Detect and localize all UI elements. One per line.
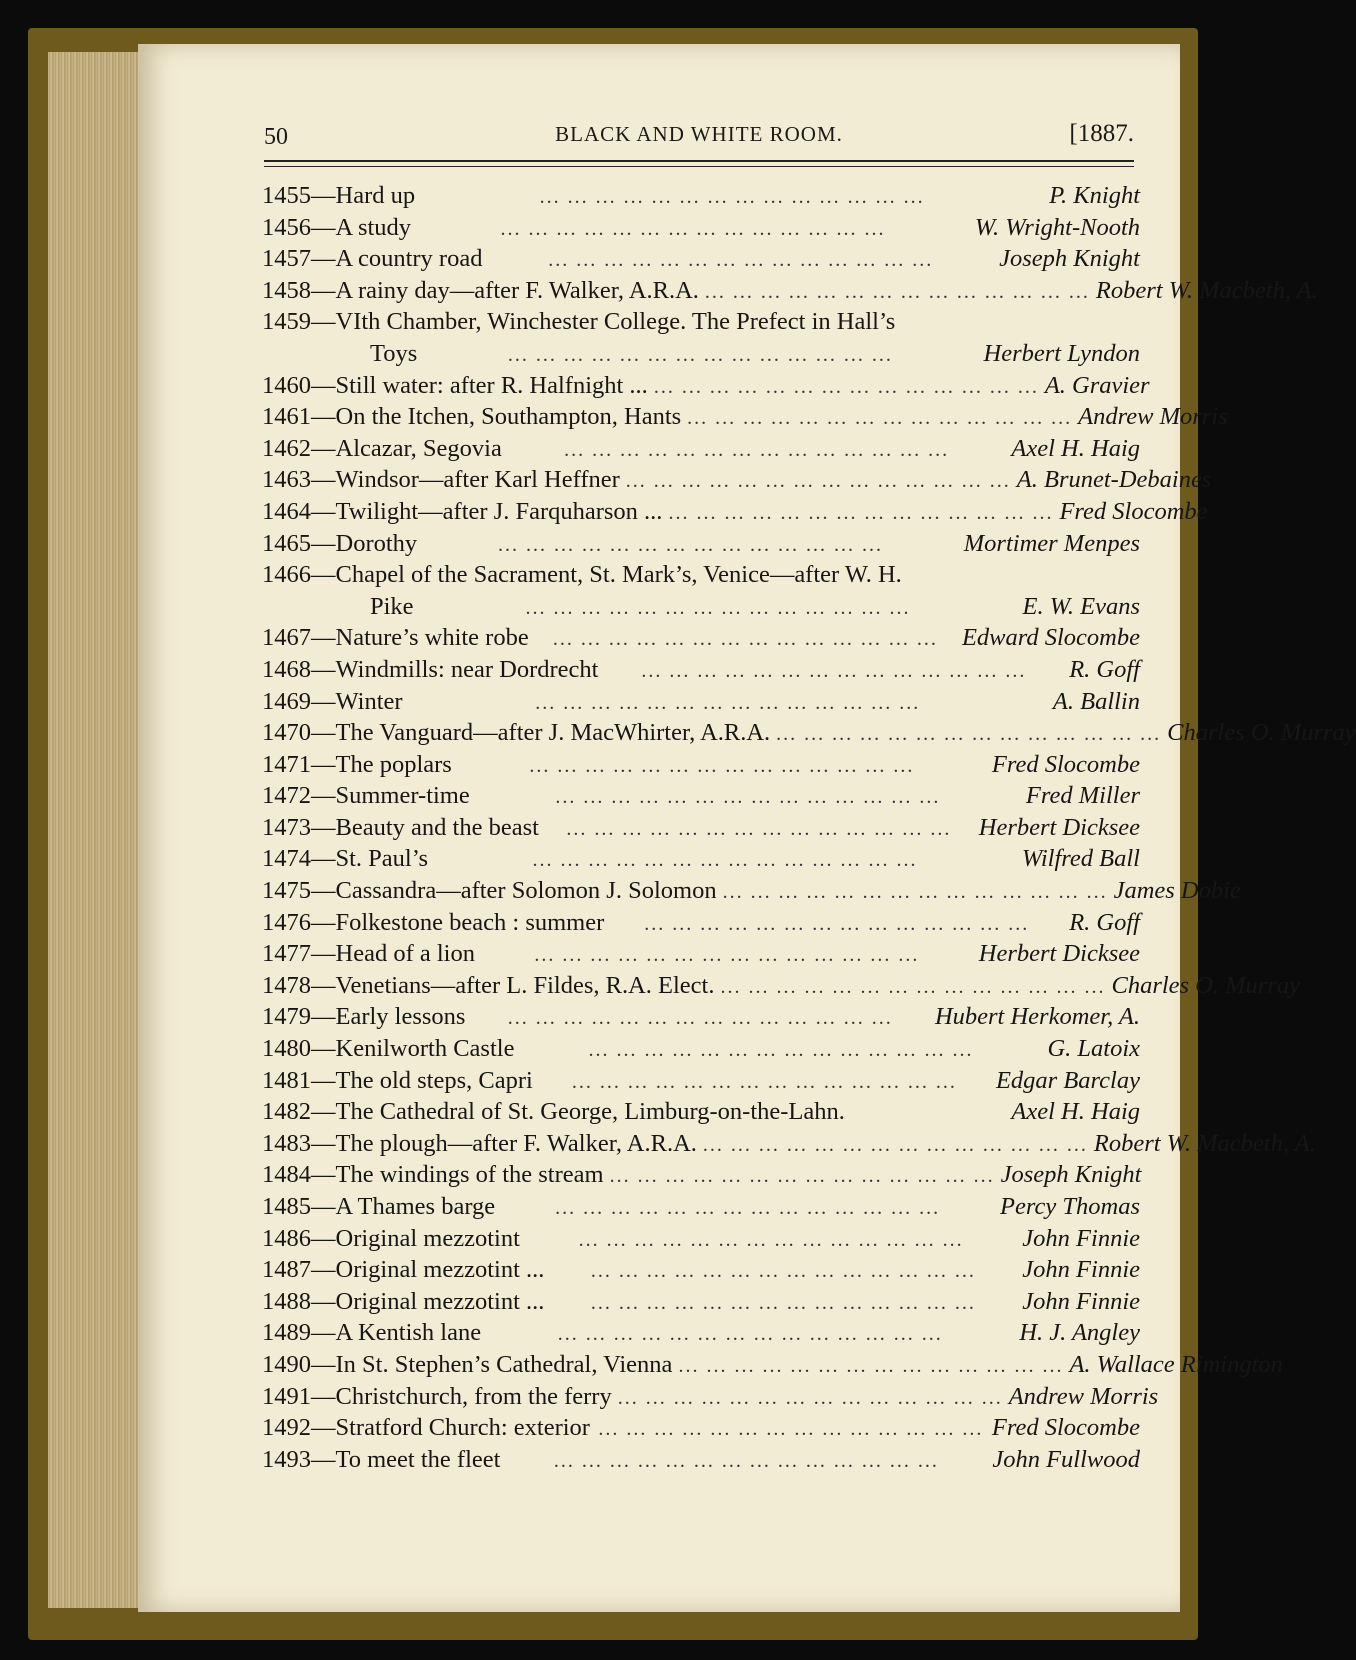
entry-artist: Wilfred Ball [1021, 845, 1140, 873]
dot-leader: ... ... ... ... ... ... ... ... ... ... ... ... ... ... [609, 1165, 995, 1188]
entry-artist: Fred Slocombe [991, 750, 1140, 778]
entry-title: 1481—The old steps, Capri [262, 1066, 533, 1094]
dot-leader: ... ... ... ... ... ... ... ... ... ... ... ... ... ... [553, 1449, 939, 1472]
dot-leader: ... ... ... ... ... ... ... ... ... ... ... ... ... ... [539, 186, 925, 208]
catalogue-entry [262, 497, 1208, 530]
entry-title: Pike [370, 592, 414, 620]
dot-leader: ... ... ... ... ... ... ... ... ... ... ... ... ... ... [598, 1418, 984, 1441]
dot-leader: ... ... ... ... ... ... ... ... ... ... ... ... ... ... [722, 881, 1108, 904]
catalogue-entry [262, 1035, 1140, 1067]
entry-title: 1491—Christchurch, from the ferry [262, 1382, 612, 1410]
entry-artist: R. Goff [1069, 655, 1140, 683]
entry-artist: Percy Thomas [1000, 1193, 1140, 1220]
dot-leader: ... ... ... ... ... ... ... ... ... ... ... ... ... ... [557, 1323, 943, 1346]
dot-leader: ... ... ... ... ... ... ... ... ... ... ... ... ... ... [678, 1354, 1064, 1377]
page-number: 50 [264, 124, 288, 150]
catalogue-entry [262, 1382, 1159, 1415]
entry-artist: Robert W. Macbeth, A. [1095, 276, 1318, 304]
catalogue-entry [262, 245, 1140, 277]
entry-title: 1463—Windsor—after Karl Heffner [262, 466, 620, 494]
entry-artist: Hubert Herkomer, A. [934, 1003, 1140, 1031]
dot-leader: ... ... ... ... ... ... ... ... ... ... ... ... ... ... [500, 217, 886, 240]
dot-leader: ... ... ... ... ... ... ... ... ... ... ... ... ... ... [625, 470, 1011, 493]
entry-artist: E. W. Evans [1022, 592, 1140, 620]
catalogue-entry [262, 1350, 1283, 1383]
dot-leader: ... ... ... ... ... ... ... ... ... ... ... ... ... ... [566, 817, 952, 840]
entry-title: 1470—The Vanguard—after J. MacWhirter, A.R.A. [262, 719, 771, 747]
dot-leader: ... ... ... ... ... ... ... ... ... ... ... ... ... ... [653, 375, 1039, 398]
catalogue-entry [262, 276, 1318, 309]
entry-artist: Axel H. Haig [1011, 434, 1140, 462]
catalogue-entry [262, 909, 1140, 941]
entry-title: 1480—Kenilworth Castle [262, 1035, 515, 1063]
catalogue-entry [262, 1319, 1140, 1351]
catalogue-entry [262, 1225, 1140, 1257]
entry-artist: John Finnie [1022, 1224, 1140, 1252]
entry-title: 1486—Original mezzotint [262, 1224, 520, 1252]
entry-title: 1471—The poplars [262, 750, 452, 778]
entry-title: 1474—St. Paul’s [262, 845, 429, 873]
header-rule [264, 160, 1134, 162]
running-header [264, 118, 1134, 158]
entry-title: 1461—On the Itchen, Southampton, Hants [262, 403, 682, 431]
dot-leader: ... ... ... ... ... ... ... ... ... ... ... ... ... ... [588, 1039, 974, 1062]
entry-artist: R. Goff [1069, 908, 1140, 936]
catalogue-entry [262, 308, 1140, 340]
entry-title: 1475—Cassandra—after Solomon J. Solomon [262, 877, 717, 905]
dot-leader: ... ... ... ... ... ... ... ... ... ... ... ... ... ... [555, 1197, 941, 1219]
catalogue-entry [262, 530, 1140, 562]
entry-artist: Charles O. Murray [1111, 971, 1300, 999]
entry-artist: Robert W. Macbeth, A. [1093, 1129, 1316, 1157]
entry-artist: Mortimer Menpes [963, 529, 1140, 557]
entry-artist: John Fullwood [992, 1445, 1140, 1473]
catalogue-entry [262, 1193, 1140, 1225]
dot-leader: ... ... ... ... ... ... ... ... ... ... ... ... ... ... [590, 1291, 976, 1314]
dot-leader: ... ... ... ... ... ... ... ... ... ... ... ... ... ... [644, 912, 1030, 935]
entry-title: 1476—Folkestone beach : summer [262, 908, 605, 936]
catalogue-entry [262, 182, 1140, 214]
entry-artist: Fred Miller [1025, 782, 1140, 810]
entry-artist: Joseph Knight [999, 245, 1140, 273]
entry-artist: Axel H. Haig [1011, 1098, 1140, 1126]
catalogue-entry [262, 1129, 1316, 1162]
entry-title: 1467—Nature’s white robe [262, 624, 529, 652]
entry-title: 1466—Chapel of the Sacrament, St. Mark’s, Venice—after W. H. [262, 561, 902, 589]
entry-artist: Edward Slocombe [961, 624, 1140, 652]
dot-leader: ... ... ... ... ... ... ... ... ... ... ... ... ... ... [571, 1070, 957, 1093]
entry-artist: Andrew Morris [1008, 1382, 1159, 1410]
entry-artist: Andrew Morris [1078, 403, 1228, 431]
catalogue-entry [262, 1161, 1140, 1193]
catalogue-entry [262, 1414, 1140, 1446]
catalogue-entry-continued [262, 340, 1140, 372]
entry-title: 1458—A rainy day—after F. Walker, A.R.A. [262, 276, 699, 304]
dot-leader: ... ... ... ... ... ... ... ... ... ... ... ... ... ... [720, 975, 1106, 998]
dot-leader: ... ... ... ... ... ... ... ... ... ... ... ... ... ... [668, 501, 1054, 524]
catalogue-entry [262, 371, 1150, 404]
dot-leader: ... ... ... ... ... ... ... ... ... ... ... ... ... ... [687, 407, 1073, 430]
dot-leader: ... ... ... ... ... ... ... ... ... ... ... ... ... ... [578, 1228, 964, 1251]
entry-artist: Charles O. Murray [1167, 719, 1356, 747]
entry-artist: Edgar Barclay [995, 1066, 1140, 1094]
catalogue-entry [262, 814, 1140, 846]
catalogue-entry [262, 751, 1140, 783]
entry-artist: A. Gravier [1044, 371, 1150, 399]
entry-artist: John Finnie [1022, 1287, 1140, 1315]
catalogue-entry [262, 466, 1212, 498]
entry-title: 1462—Alcazar, Segovia [262, 434, 502, 462]
dot-leader: ... ... ... ... ... ... ... ... ... ... ... ... ... ... [641, 659, 1027, 682]
entry-title: 1490—In St. Stephen’s Cathedral, Vienna [262, 1350, 673, 1378]
catalogue-entry [262, 561, 1140, 593]
entry-title: 1478—Venetians—after L. Fildes, R.A. Elect. [262, 971, 715, 999]
entry-title: 1460—Still water: after R. Halfnight ... [262, 371, 648, 399]
entry-artist: Fred Slocombe [1059, 497, 1208, 525]
catalogue-entry [262, 1288, 1140, 1320]
entry-title: 1489—A Kentish lane [262, 1319, 482, 1347]
entry-artist: Joseph Knight [1000, 1161, 1142, 1189]
entry-artist: W. Wright-Nooth [974, 213, 1140, 241]
entry-artist: Fred Slocombe [991, 1414, 1140, 1442]
dot-leader: ... ... ... ... ... ... ... ... ... ... ... ... ... ... [507, 1007, 893, 1030]
catalogue-entry [262, 435, 1140, 467]
catalogue-entry [262, 624, 1140, 656]
dot-leader: ... ... ... ... ... ... ... ... ... ... ... ... ... ... [525, 596, 911, 619]
catalogue-entry [262, 403, 1228, 435]
catalogue-entry [262, 1256, 1140, 1288]
entry-title: 1487—Original mezzotint ... [262, 1256, 545, 1284]
catalogue-entry [262, 1067, 1140, 1099]
entry-artist: H. J. Angley [1019, 1319, 1140, 1347]
catalogue-entry [262, 1098, 1140, 1130]
dot-leader: ... ... ... ... ... ... ... ... ... ... ... ... ... ... [497, 533, 883, 556]
dot-leader: ... ... ... ... ... ... ... ... ... ... ... ... ... ... [532, 849, 918, 872]
entry-title: 1484—The windings of the stream [262, 1161, 604, 1189]
page-fore-edge [48, 52, 146, 1608]
entry-title: Toys [370, 339, 418, 367]
dot-leader: ... ... ... ... ... ... ... ... ... ... ... ... ... ... [535, 691, 921, 714]
entry-artist: A. Brunet-Debaines [1016, 466, 1212, 494]
entry-title: 1468—Windmills: near Dordrecht [262, 655, 599, 683]
page-title: BLACK AND WHITE ROOM. [555, 122, 843, 146]
entry-artist: James Dobie [1113, 877, 1241, 905]
dot-leader: ... ... ... ... ... ... ... ... ... ... ... ... ... ... [564, 438, 950, 461]
entry-artist: A. Wallace Rimington [1069, 1350, 1283, 1378]
dot-leader: ... ... ... ... ... ... ... ... ... ... ... ... ... ... [702, 1133, 1088, 1156]
dot-leader: ... ... ... ... ... ... ... ... ... ... ... ... ... ... [552, 628, 938, 651]
entry-artist: Herbert Lyndon [983, 339, 1140, 367]
dot-leader: ... ... ... ... ... ... ... ... ... ... ... ... ... ... [507, 343, 893, 366]
catalogue-entry [262, 1446, 1140, 1478]
entry-artist: A. Ballin [1052, 687, 1140, 715]
entry-artist: P. Knight [1049, 182, 1140, 209]
catalogue-entry [262, 782, 1140, 814]
catalogue-entry [262, 688, 1140, 720]
dot-leader: ... ... ... ... ... ... ... ... ... ... ... ... ... ... [617, 1386, 1003, 1409]
page-year: [1887. [1069, 120, 1134, 147]
entry-title: 1485—A Thames barge [262, 1193, 496, 1220]
entry-title: 1455—Hard up [262, 182, 416, 209]
entry-title: 1465—Dorothy [262, 529, 418, 557]
entry-artist: G. Latoix [1047, 1035, 1140, 1063]
catalogue-entry [262, 877, 1241, 909]
dot-leader: ... ... ... ... ... ... ... ... ... ... ... ... ... ... [534, 944, 920, 967]
entry-title: 1477—Head of a lion [262, 940, 475, 968]
dot-leader: ... ... ... ... ... ... ... ... ... ... ... ... ... ... [590, 1260, 976, 1283]
entry-title: 1457—A country road [262, 245, 483, 273]
catalogue-entry [262, 1003, 1140, 1035]
header-rule-thin [264, 166, 1134, 167]
entry-artist: Herbert Dicksee [978, 813, 1140, 841]
dot-leader: ... ... ... ... ... ... ... ... ... ... ... ... ... ... [704, 280, 1090, 303]
entry-title: 1488—Original mezzotint ... [262, 1287, 545, 1315]
entry-artist: Herbert Dicksee [978, 940, 1140, 968]
catalogue-entry [262, 214, 1140, 246]
entry-title: 1464—Twilight—after J. Farquharson ... [262, 497, 663, 525]
entry-title: 1493—To meet the fleet [262, 1445, 501, 1473]
entry-title: 1472—Summer-time [262, 782, 470, 810]
entry-title: 1456—A study [262, 213, 412, 241]
entry-title: 1482—The Cathedral of St. George, Limburg-on-the-Lahn. [262, 1098, 845, 1126]
entry-title: 1469—Winter [262, 687, 403, 715]
catalogue-entry [262, 719, 1356, 751]
catalogue-entry [262, 940, 1140, 972]
catalogue-entry [262, 656, 1140, 688]
catalogue-entry [262, 971, 1300, 1004]
entry-artist: John Finnie [1022, 1256, 1140, 1284]
dot-leader: ... ... ... ... ... ... ... ... ... ... ... ... ... ... [555, 786, 941, 809]
catalogue-entry-continued [262, 593, 1140, 625]
dot-leader: ... ... ... ... ... ... ... ... ... ... ... ... ... ... [529, 754, 915, 777]
entry-title: 1479—Early lessons [262, 1003, 466, 1031]
catalogue-list [262, 182, 1356, 1477]
dot-leader: ... ... ... ... ... ... ... ... ... ... ... ... ... ... [776, 723, 1162, 746]
dot-leader: ... ... ... ... ... ... ... ... ... ... ... ... ... ... [548, 249, 934, 272]
entry-title: 1473—Beauty and the beast [262, 813, 539, 841]
entry-title: 1492—Stratford Church: exterior [262, 1414, 590, 1442]
catalogue-entry [262, 845, 1140, 877]
entry-title: 1459—VIth Chamber, Winchester College. The Prefect in Hall’s [262, 308, 896, 336]
entry-title: 1483—The plough—after F. Walker, A.R.A. [262, 1129, 697, 1157]
